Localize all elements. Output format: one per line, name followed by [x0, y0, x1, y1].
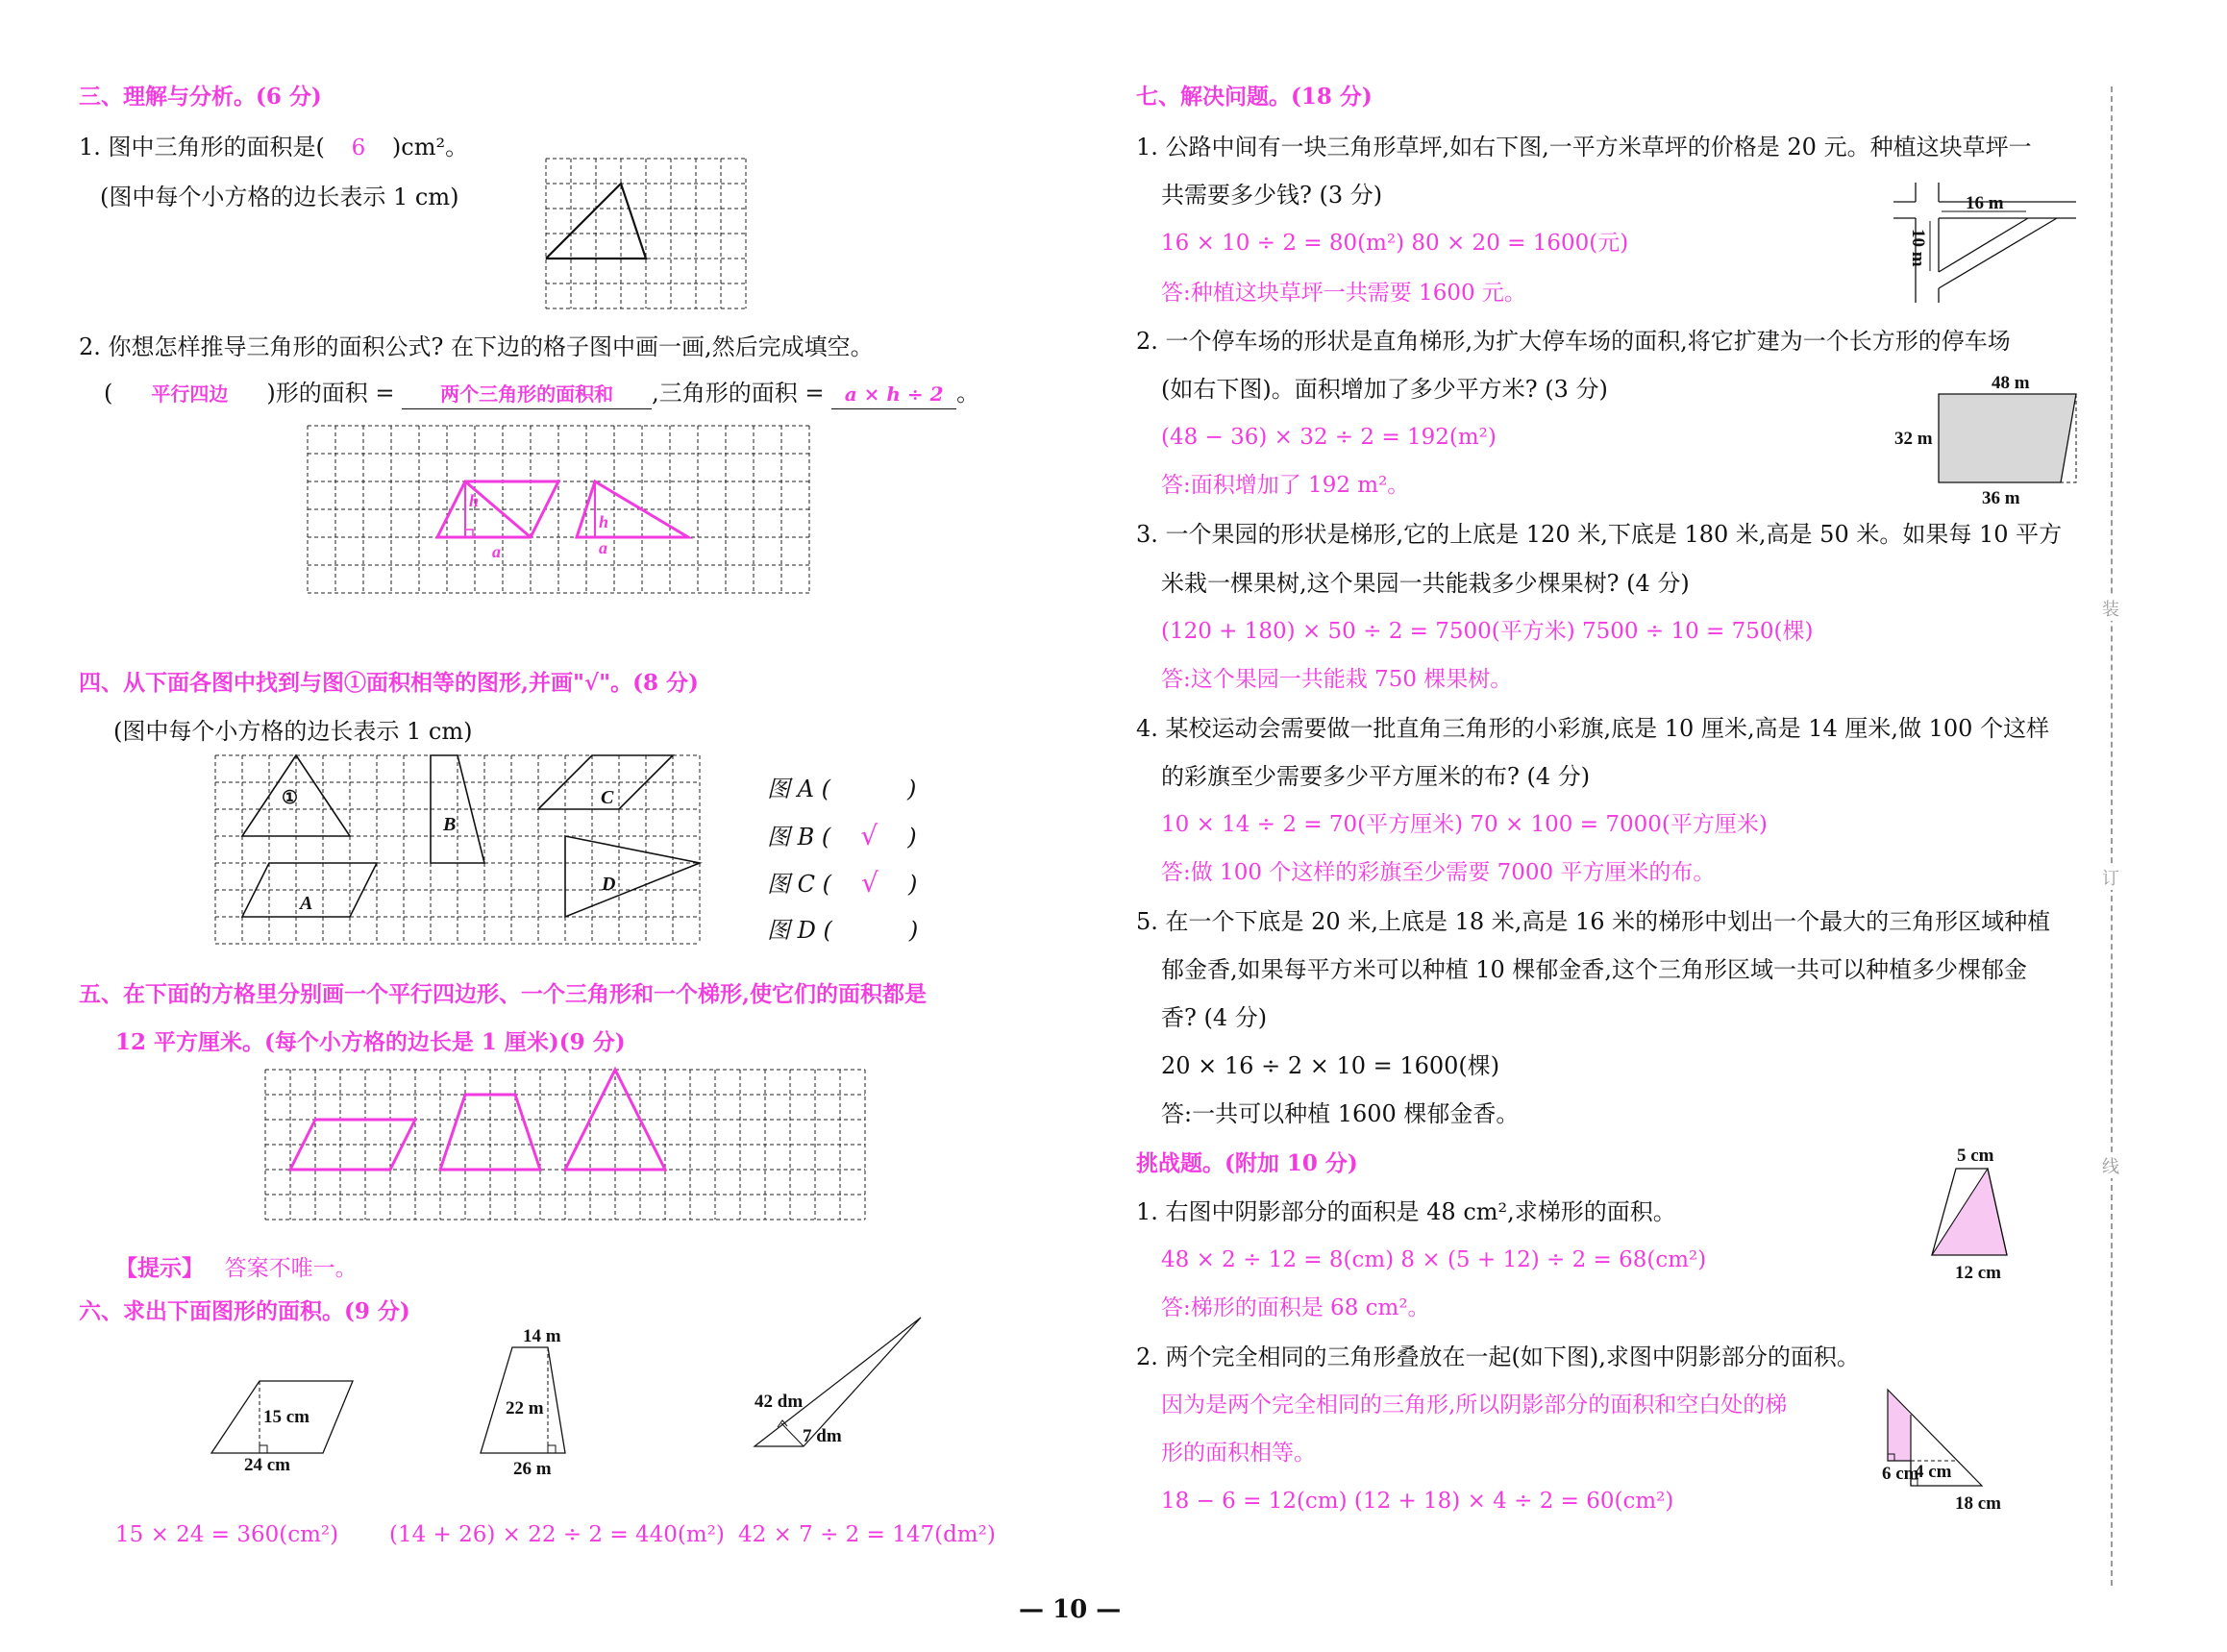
challenge-q1-text: 1. 右图中阴影部分的面积是 48 cm²,求梯形的面积。 — [1136, 1198, 1676, 1225]
label-36m: 36 m — [1982, 488, 2020, 508]
hint-label: 【提示】 — [115, 1255, 204, 1281]
s7-q4-answer: 答:做 100 个这样的彩旗至少需要 7000 平方厘米的布。 — [1161, 860, 1716, 885]
challenge-q2-expl2: 形的面积相等。 — [1161, 1441, 1316, 1466]
figure-overlapping-triangles — [1882, 1384, 2086, 1514]
label-fig-d: D — [602, 874, 616, 895]
s7-q3-line2: 米栽一棵果树,这个果园一共能栽多少棵果树? (4 分) — [1161, 570, 1690, 597]
label-48m: 48 m — [1992, 373, 2030, 393]
s7-q3-line1: 3. 一个果园的形状是梯形,它的上底是 120 米,下底是 180 米,高是 50 米。如果每 10 平方 — [1136, 521, 2063, 548]
section-5-heading-line1: 五、在下面的方格里分别画一个平行四边形、一个三角形和一个梯形,使它们的面积都是 — [79, 981, 928, 1007]
s7-q5-line3: 香? (4 分) — [1161, 1004, 1268, 1031]
label-18cm: 18 cm — [1955, 1493, 2002, 1514]
choice-c-label: 图 C ( — [767, 871, 831, 898]
choice-b[interactable] — [767, 822, 918, 869]
figure-parking-lot — [1892, 375, 2084, 509]
s7-q3-answer: 答:这个果园一共能栽 750 棵果树。 — [1161, 667, 1513, 692]
figure-d-triangle — [565, 836, 700, 917]
label-fig-c: C — [601, 787, 614, 808]
s4-note: (图中每个小方格的边长表示 1 cm) — [113, 718, 473, 745]
binding-line — [2111, 86, 2113, 1586]
challenge-q2-text: 2. 两个完全相同的三角形叠放在一起(如下图),求图中阴影部分的面积。 — [1136, 1344, 1860, 1370]
label-5cm: 5 cm — [1957, 1146, 1994, 1166]
challenge-q1-answer: 答:梯形的面积是 68 cm²。 — [1161, 1295, 1430, 1320]
s3-q1 — [79, 133, 468, 162]
choice-a-label: 图 A ( — [767, 776, 830, 802]
label-fig-b: B — [443, 814, 457, 835]
margin-char-1: 装 — [2102, 596, 2119, 621]
grid-figure-drawing — [265, 1070, 865, 1220]
choice-b-label: 图 B ( — [767, 824, 831, 851]
choice-d-close: ) — [908, 917, 919, 944]
s7-q2-line2: (如右下图)。面积增加了多少平方米? (3 分) — [1161, 376, 1608, 403]
challenge-q1-calc: 48 × 2 ÷ 12 = 8(cm) 8 × (5 + 12) ÷ 2 = 68(cm²) — [1161, 1247, 1707, 1272]
s7-q4-calc: 10 × 14 ÷ 2 = 70(平方厘米) 70 × 100 = 7000(平方厘米) — [1161, 812, 1768, 837]
choice-a-close: ) — [906, 776, 917, 802]
s7-q3-calc: (120 + 180) × 50 ÷ 2 = 7500(平方米) 7500 ÷ 10 = 750(棵) — [1161, 619, 1814, 644]
label-26m: 26 m — [513, 1459, 552, 1479]
challenge-q2-expl1: 因为是两个完全相同的三角形,所以阴影部分的面积和空白处的梯 — [1161, 1393, 1788, 1418]
s3-q2-mid1: )形的面积 = — [266, 380, 395, 407]
margin-char-2: 订 — [2102, 865, 2119, 890]
s7-q5-calc: 20 × 16 ÷ 2 × 10 = 1600(棵) — [1161, 1052, 1500, 1079]
section-5-heading-line2: 12 平方厘米。(每个小方格的边长是 1 厘米)(9 分) — [115, 1029, 626, 1055]
figure-lawn — [1893, 183, 2076, 303]
s3-q1-note: (图中每个小方格的边长表示 1 cm) — [100, 184, 459, 210]
label-32m: 32 m — [1894, 429, 1933, 449]
choice-d[interactable] — [767, 916, 918, 963]
label-h-2: h — [599, 512, 609, 531]
s7-q2-calc: (48 − 36) × 32 ÷ 2 = 192(m²) — [1161, 425, 1497, 450]
s3-q1-suffix: )cm²。 — [391, 134, 469, 160]
s3-q2-blank3: a × h ÷ 2 — [831, 380, 956, 409]
page-number: — 10 — — [1019, 1595, 1122, 1624]
s7-q1-answer: 答:种植这块草坪一共需要 1600 元。 — [1161, 281, 1526, 306]
label-7dm: 7 dm — [803, 1426, 842, 1446]
s7-q5-answer: 答:一共可以种植 1600 棵郁金香。 — [1161, 1100, 1520, 1127]
choice-d-label: 图 D ( — [767, 917, 832, 944]
label-4cm: 4 cm — [1915, 1462, 1952, 1482]
label-h-1: h — [469, 491, 480, 510]
label-a-2: a — [599, 538, 607, 557]
choice-c[interactable] — [767, 869, 918, 916]
s3-q2-fill — [104, 379, 979, 409]
figure-parallelogram-area — [211, 1374, 365, 1475]
choice-c-mark: √ — [861, 867, 878, 899]
s3-q1-answer: 6 — [351, 136, 366, 160]
s3-q2-blank2: 两个三角形的面积和 — [402, 380, 652, 409]
s6-answer-3: 42 × 7 ÷ 2 = 147(dm²) — [738, 1522, 996, 1547]
challenge-heading: 挑战题。(附加 10 分) — [1136, 1150, 1358, 1176]
s7-q5-line2: 郁金香,如果每平方米可以种植 10 棵郁金香,这个三角形区域一共可以种植多少棵郁金 — [1161, 956, 2028, 983]
margin-char-3: 线 — [2102, 1153, 2119, 1178]
label-15cm: 15 cm — [263, 1407, 310, 1427]
grid-figure-derivation — [308, 426, 809, 591]
label-12cm: 12 cm — [1955, 1263, 2002, 1283]
s7-q1-line2: 共需要多少钱? (3 分) — [1161, 182, 1383, 209]
label-a-1: a — [492, 542, 501, 561]
s3-q1-prefix: 1. 图中三角形的面积是( — [79, 134, 325, 160]
s3-q2-blank1: 平行四边 — [151, 382, 229, 406]
label-22m: 22 m — [506, 1398, 544, 1418]
label-14m: 14 m — [523, 1326, 561, 1346]
s7-q1-calc: 16 × 10 ÷ 2 = 80(m²) 80 × 20 = 1600(元) — [1161, 231, 1629, 256]
label-fig-a: A — [300, 893, 313, 914]
choice-c-close: ) — [907, 871, 918, 898]
s3-q2-open: ( — [104, 380, 113, 407]
figure-shaded-trapezoid — [1922, 1146, 2091, 1290]
s7-q2-line1: 2. 一个停车场的形状是直角梯形,为扩大停车场的面积,将它扩建为一个长方形的停车场 — [1136, 328, 2011, 355]
label-16m: 16 m — [1966, 193, 2004, 213]
challenge-q2-calc: 18 − 6 = 12(cm) (12 + 18) × 4 ÷ 2 = 60(cm²) — [1161, 1489, 1674, 1514]
figure-trapezoid-area — [481, 1324, 625, 1478]
choice-b-mark: √ — [860, 820, 878, 851]
s4-choices — [767, 775, 918, 963]
s7-q1-line1: 1. 公路中间有一块三角形草坪,如右下图,一平方米草坪的价格是 20 元。种植这块草坪一 — [1136, 134, 2032, 160]
section-6-heading: 六、求出下面图形的面积。(9 分) — [79, 1298, 410, 1324]
section-7-heading: 七、解决问题。(18 分) — [1136, 84, 1373, 110]
grid-figure-compare — [215, 755, 700, 944]
figure-triangle-area — [755, 1315, 928, 1459]
s7-q2-answer: 答:面积增加了 192 m²。 — [1161, 473, 1410, 498]
s3-q2-end: 。 — [956, 380, 980, 407]
label-42dm: 42 dm — [755, 1392, 804, 1412]
s7-q5-line1: 5. 在一个下底是 20 米,上底是 18 米,高是 16 米的梯形中划出一个最大的三角形区域种植 — [1136, 908, 2051, 935]
s5-hint — [115, 1253, 358, 1283]
label-6cm: 6 cm — [1882, 1464, 1919, 1484]
choice-a[interactable] — [767, 775, 918, 822]
choice-b-close: ) — [907, 824, 917, 851]
s6-answer-1: 15 × 24 = 360(cm²) — [115, 1522, 339, 1547]
section-3-heading: 三、理解与分析。(6 分) — [79, 84, 322, 110]
s3-q2-text: 2. 你想怎样推导三角形的面积公式? 在下边的格子图中画一画,然后完成填空。 — [79, 333, 874, 360]
grid-figure-triangle — [546, 159, 746, 308]
s7-q4-line2: 的彩旗至少需要多少平方厘米的布? (4 分) — [1161, 763, 1591, 790]
s6-answer-2: (14 + 26) × 22 ÷ 2 = 440(m²) — [389, 1522, 725, 1547]
section-4-heading: 四、从下面各图中找到与图①面积相等的图形,并画"√"。(8 分) — [79, 670, 699, 696]
s3-q2-mid2: ,三角形的面积 = — [652, 380, 825, 407]
label-24cm: 24 cm — [244, 1455, 291, 1475]
s7-q4-line1: 4. 某校运动会需要做一批直角三角形的小彩旗,底是 10 厘米,高是 14 厘米,做 100 个这样 — [1136, 715, 2050, 742]
label-10m: 10 m — [1908, 229, 1928, 267]
hint-text: 答案不唯一。 — [224, 1256, 358, 1281]
label-fig-1: ① — [282, 788, 299, 808]
